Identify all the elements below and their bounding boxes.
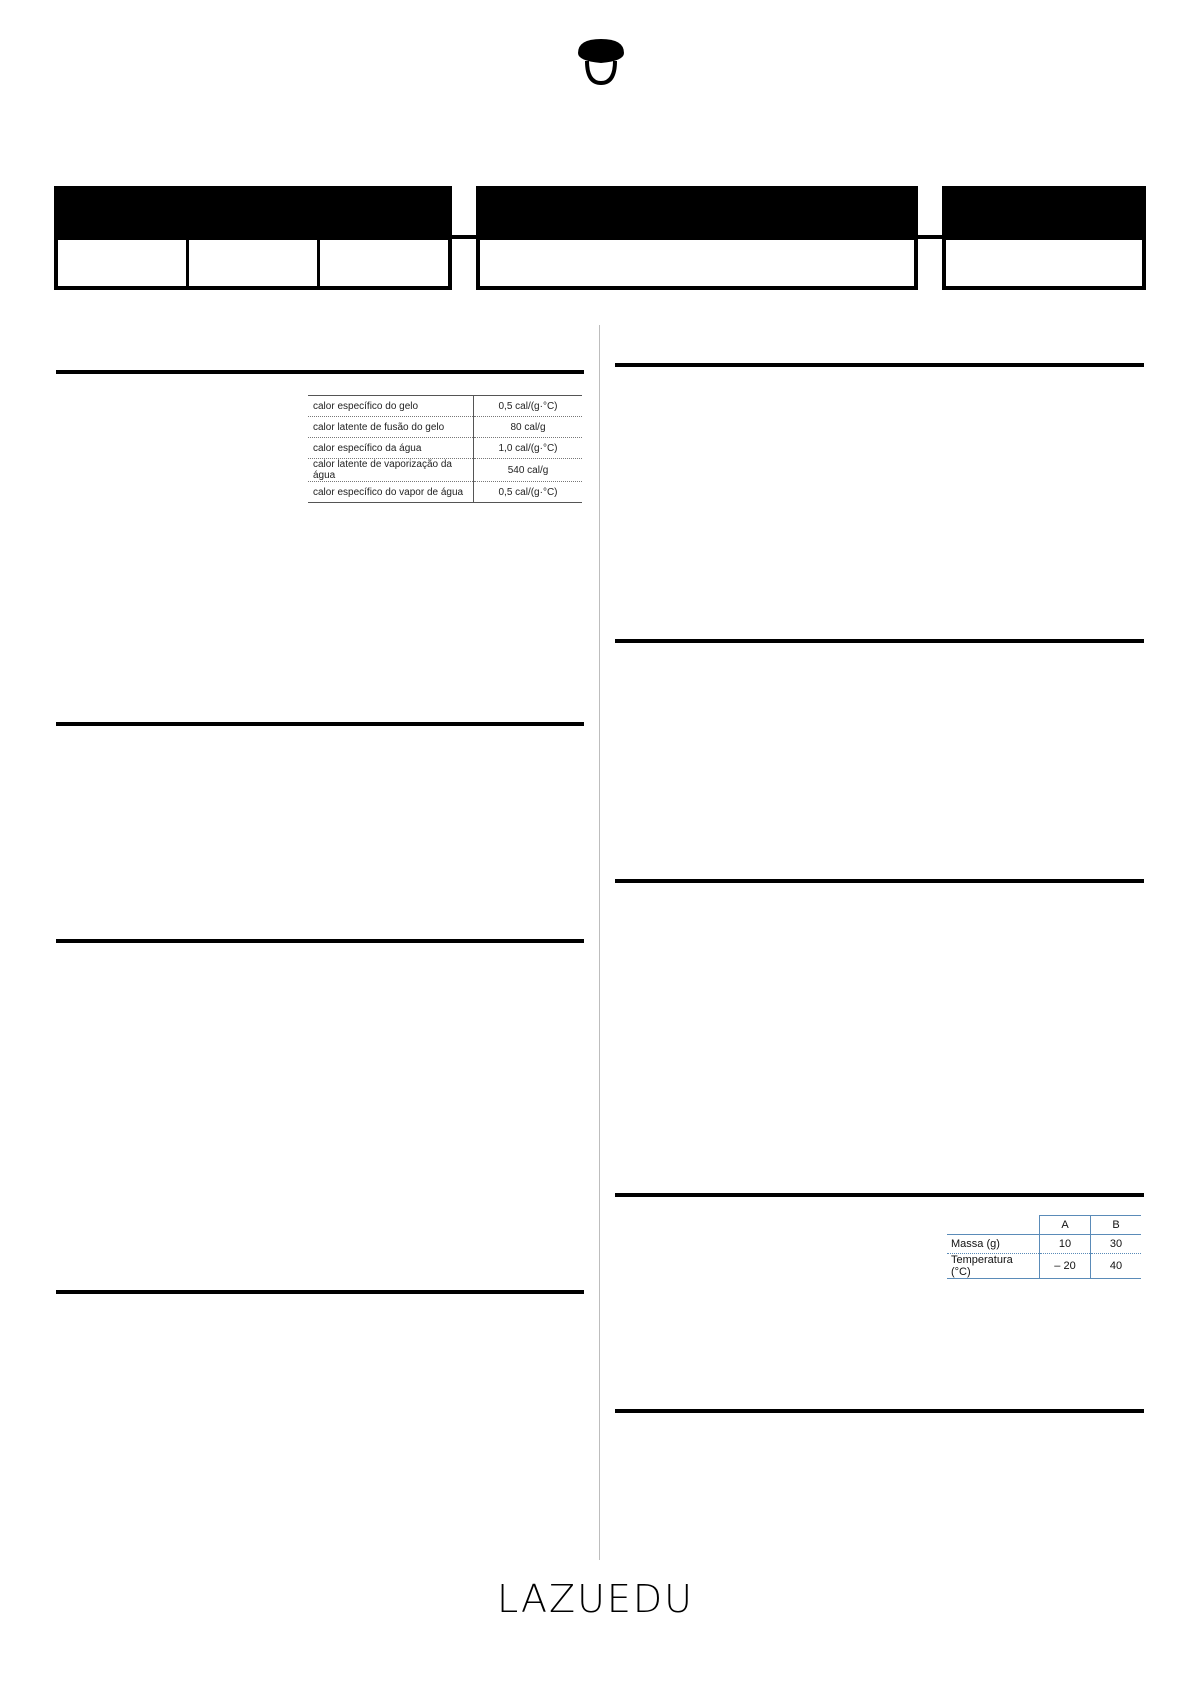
question-separator	[56, 1290, 584, 1294]
header-field[interactable]	[189, 240, 320, 286]
table-header-a: A	[1040, 1216, 1091, 1235]
table-cell-label: calor específico do gelo	[308, 396, 474, 417]
table-row	[947, 1254, 1141, 1279]
table-row	[308, 438, 582, 459]
header-cells	[54, 240, 452, 290]
table-cell-value: 80 cal/g	[474, 417, 583, 438]
mass-temperature-table	[947, 1215, 1141, 1279]
header-field[interactable]	[58, 240, 189, 286]
table-corner	[947, 1216, 1040, 1235]
header-field[interactable]	[946, 240, 1142, 286]
question-separator	[615, 1409, 1144, 1413]
table-header-row	[947, 1216, 1141, 1235]
table-cell-label: Temperatura (°C)	[947, 1254, 1040, 1279]
question-separator	[56, 939, 584, 943]
heat-constants-table	[308, 395, 582, 503]
table-cell-value: 1,0 cal/(g·°C)	[474, 438, 583, 459]
header-student-info-box	[54, 186, 452, 290]
table-cell-label: Massa (g)	[947, 1235, 1040, 1254]
table-cell-value: 10	[1040, 1235, 1091, 1254]
table-cell-value: 40	[1091, 1254, 1142, 1279]
header-field[interactable]	[480, 240, 914, 286]
table-cell-label: calor latente de vaporização da água	[308, 459, 474, 482]
column-divider	[599, 325, 600, 1560]
header-cells	[476, 240, 918, 290]
table-cell-label: calor específico do vapor de água	[308, 482, 474, 503]
question-separator	[615, 1193, 1144, 1197]
table-row	[308, 396, 582, 417]
header-connector	[918, 235, 942, 239]
table-row	[308, 417, 582, 438]
table-row	[308, 459, 582, 482]
table-cell-label: calor específico da água	[308, 438, 474, 459]
header-bar	[942, 186, 1146, 240]
header-grade-box	[942, 186, 1146, 290]
table-cell-label: calor latente de fusão do gelo	[308, 417, 474, 438]
question-separator	[615, 639, 1144, 643]
header-cells	[942, 240, 1146, 290]
header-bar	[476, 186, 918, 240]
header-name-box	[476, 186, 918, 290]
header-field[interactable]	[320, 240, 448, 286]
table-header-b: B	[1091, 1216, 1142, 1235]
question-separator	[56, 722, 584, 726]
question-separator	[56, 370, 584, 374]
table-cell-value: 0,5 cal/(g·°C)	[474, 482, 583, 503]
header-bar	[54, 186, 452, 240]
table-cell-value: 30	[1091, 1235, 1142, 1254]
table-row	[947, 1235, 1141, 1254]
table-cell-value: – 20	[1040, 1254, 1091, 1279]
question-separator	[615, 363, 1144, 367]
mascot-hat-icon	[572, 33, 630, 87]
table-cell-value: 0,5 cal/(g·°C)	[474, 396, 583, 417]
table-row	[308, 482, 582, 503]
header-connector	[452, 235, 476, 239]
question-separator	[615, 879, 1144, 883]
footer-brand-logo: LAZUEDU	[497, 1577, 694, 1621]
table-cell-value: 540 cal/g	[474, 459, 583, 482]
